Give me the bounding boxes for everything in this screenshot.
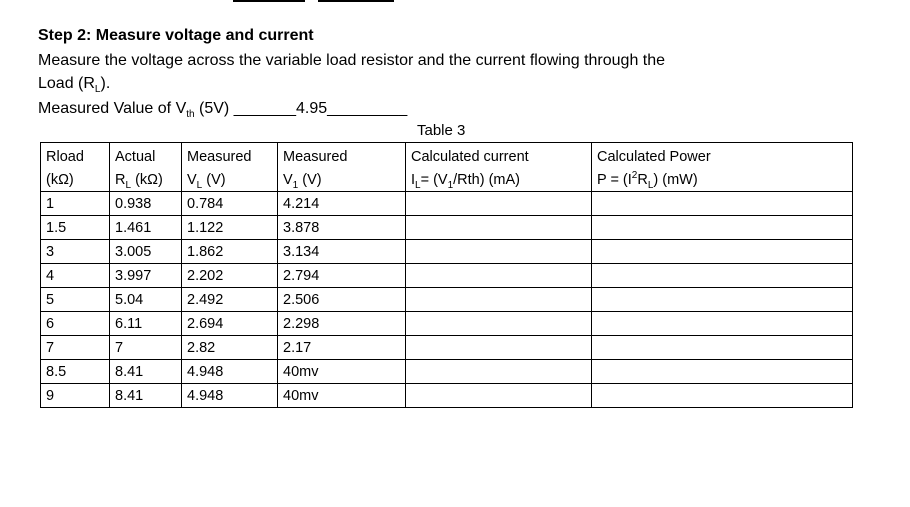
cell-calculated-power — [592, 264, 853, 288]
cell-rload: 3 — [41, 240, 110, 264]
cell-measured-vl: 2.82 — [182, 336, 278, 360]
table-row — [41, 192, 853, 216]
cell-calculated-power — [592, 360, 853, 384]
cell-measured-vl: 2.492 — [182, 288, 278, 312]
header-power-formula: $P = (I^2R_L)$ (mW) — [592, 168, 853, 192]
table-row — [41, 312, 853, 336]
table-row — [41, 360, 853, 384]
cell-measured-vl: 2.202 — [182, 264, 278, 288]
cell-measured-v1: 2.298 — [278, 312, 406, 336]
header-row-top — [41, 143, 853, 169]
cell-measured-v1: 2.17 — [278, 336, 406, 360]
table-row — [41, 384, 853, 408]
cell-measured-v1: 2.794 — [278, 264, 406, 288]
cell-rload: 7 — [41, 336, 110, 360]
step-heading: Step 2: Measure voltage and current — [38, 27, 314, 44]
cell-calculated-power — [592, 336, 853, 360]
cell-actual-rl: 6.11 — [110, 312, 182, 336]
cell-actual-rl: 8.41 — [110, 360, 182, 384]
table-row — [41, 240, 853, 264]
cell-calculated-current — [406, 240, 592, 264]
cell-measured-v1: 40mv — [278, 384, 406, 408]
cell-measured-vl: 1.122 — [182, 216, 278, 240]
cell-actual-rl: 3.005 — [110, 240, 182, 264]
cell-calculated-power — [592, 192, 853, 216]
header-rload-unit: (kΩ) — [41, 168, 110, 192]
cell-calculated-power — [592, 288, 853, 312]
table-row — [41, 264, 853, 288]
header-calculated-power: Calculated Power — [592, 143, 853, 169]
cell-calculated-current — [406, 264, 592, 288]
cell-measured-v1: 2.506 — [278, 288, 406, 312]
cell-rload: 5 — [41, 288, 110, 312]
top-rule-left — [233, 0, 305, 2]
cell-rload: 8.5 — [41, 360, 110, 384]
table-row — [41, 336, 853, 360]
top-rule-right — [318, 0, 394, 2]
cell-calculated-power — [592, 240, 853, 264]
cell-rload: 1 — [41, 192, 110, 216]
cell-actual-rl: 7 — [110, 336, 182, 360]
vth-value: 4.95 — [296, 100, 328, 117]
cell-measured-vl: 0.784 — [182, 192, 278, 216]
cell-measured-v1: 3.878 — [278, 216, 406, 240]
header-measured-v1: Measured — [278, 143, 406, 169]
cell-rload: 6 — [41, 312, 110, 336]
cell-measured-vl: 1.862 — [182, 240, 278, 264]
cell-calculated-current — [406, 192, 592, 216]
cell-measured-v1: 4.214 — [278, 192, 406, 216]
cell-measured-vl: 4.948 — [182, 384, 278, 408]
table-row — [41, 288, 853, 312]
cell-calculated-current — [406, 288, 592, 312]
cell-calculated-power — [592, 216, 853, 240]
cell-calculated-current — [406, 216, 592, 240]
header-measured-v1-unit: $V_1$ (V) — [278, 168, 406, 192]
cell-actual-rl: 8.41 — [110, 384, 182, 408]
measurement-table — [40, 142, 853, 408]
cell-calculated-power — [592, 384, 853, 408]
instruction-line-2: Load $(R_L)$. — [38, 75, 111, 96]
cell-measured-vl: 4.948 — [182, 360, 278, 384]
cell-calculated-current — [406, 336, 592, 360]
cell-actual-rl: 0.938 — [110, 192, 182, 216]
cell-rload: 1.5 — [41, 216, 110, 240]
header-current-formula: $I_L= (V_1/Rth)$ (mA) — [406, 168, 592, 192]
header-rload: Rload — [41, 143, 110, 169]
table-row — [41, 216, 853, 240]
cell-measured-v1: 40mv — [278, 360, 406, 384]
header-actual: Actual — [110, 143, 182, 169]
instruction-line-1: Measure the voltage across the variable load resistor and the current flowing through the — [38, 52, 666, 69]
header-calculated-current: Calculated current — [406, 143, 592, 169]
header-row-bottom — [41, 168, 853, 192]
header-measured-vl-unit: $V_L$ (V) — [182, 168, 278, 192]
cell-measured-v1: 3.134 — [278, 240, 406, 264]
cell-measured-vl: 2.694 — [182, 312, 278, 336]
vth-measurement-line: Measured Value of $V_{th}$ (5V) _______4.95_________ — [38, 100, 408, 121]
cell-actual-rl: 1.461 — [110, 216, 182, 240]
table-caption: Table 3 — [417, 122, 466, 139]
cell-rload: 9 — [41, 384, 110, 408]
header-measured-vl: Measured — [182, 143, 278, 169]
cell-calculated-current — [406, 360, 592, 384]
cell-actual-rl: 5.04 — [110, 288, 182, 312]
cell-rload: 4 — [41, 264, 110, 288]
cell-calculated-current — [406, 312, 592, 336]
cell-actual-rl: 3.997 — [110, 264, 182, 288]
cell-calculated-current — [406, 384, 592, 408]
cell-calculated-power — [592, 312, 853, 336]
header-actual-unit: $R_L$ (kΩ) — [110, 168, 182, 192]
